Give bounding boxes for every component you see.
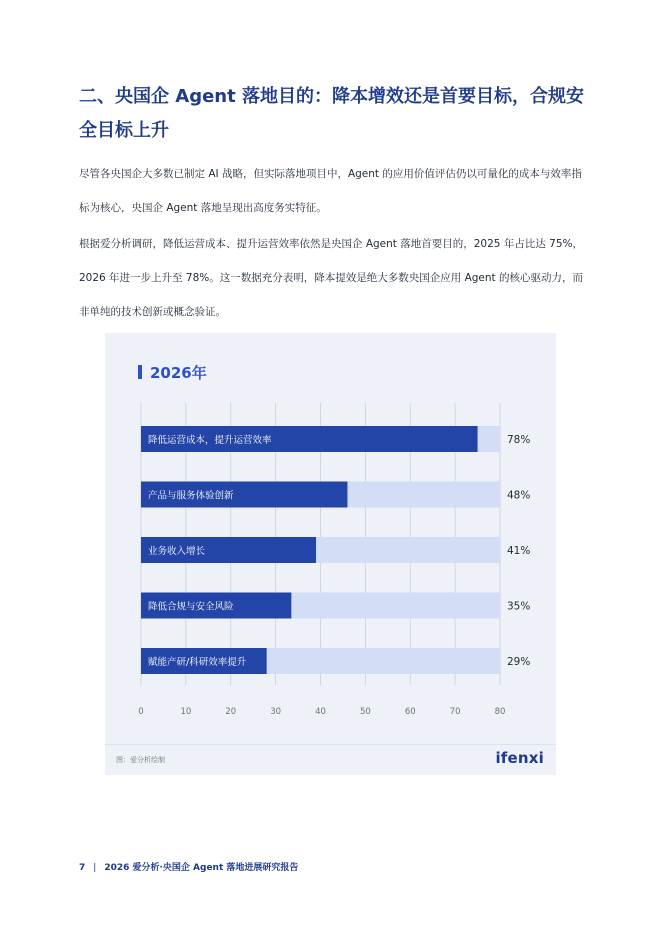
x-tick-label: 0 (138, 707, 144, 717)
x-tick-label: 80 (494, 707, 506, 717)
category-label: 赋能产研/科研效率提升 (148, 657, 247, 668)
data-label: 35% (507, 600, 531, 613)
brand-logo: ifenxi (495, 749, 544, 767)
data-label: 41% (507, 545, 531, 557)
data-label: 78% (507, 434, 531, 446)
category-label: 业务收入增长 (148, 546, 206, 557)
x-tick-label: 40 (315, 707, 326, 717)
category-label: 降低合规与安全风险 (148, 601, 234, 613)
chart-source: 图：爱分析绘制 (116, 756, 165, 764)
page-footer (79, 860, 298, 873)
footer-separator: | (93, 863, 97, 873)
footer-title: 2026 爱分析·央国企 Agent 落地进展研究报告 (104, 863, 299, 873)
x-tick-label: 50 (359, 707, 371, 717)
category-label: 产品与服务体验创新 (148, 490, 234, 502)
page-number: 7 (79, 863, 86, 873)
chart-card (105, 333, 556, 775)
x-tick-label: 30 (270, 707, 282, 717)
x-tick-label: 70 (449, 707, 461, 717)
category-label: 降低运营成本，提升运营效率 (148, 435, 272, 446)
x-tick-label: 20 (225, 707, 237, 717)
section-heading: 二、央国企 Agent 落地目的：降本增效还是首要目标，合规安全目标上升 (79, 86, 584, 141)
x-tick-label: 10 (180, 707, 192, 717)
bar-chart (105, 333, 556, 733)
chart-divider (105, 744, 556, 745)
paragraph-1: 尽管各央国企大多数已制定 AI 战略，但实际落地项目中，Agent 的应用价值评估仍以可量化的成本与效率指标为核心，央国企 Agent 落地呈现出高度务实特征。 (79, 168, 582, 214)
x-tick-label: 60 (404, 707, 416, 717)
data-label: 29% (507, 656, 531, 668)
paragraph-2: 根据爱分析调研，降低运营成本、提升运营效率依然是央国企 Agent 落地首要目的，2025 年占比达 75%，2026 年进一步上升至 78%。这一数据充分表明，降本提效是绝大多数央国企应用 Agent 的核心驱动力，而非单纯的技术创新或概念验证。 (79, 238, 583, 318)
data-label: 48% (507, 489, 531, 502)
chart-title-text: 2026年 (150, 363, 207, 382)
